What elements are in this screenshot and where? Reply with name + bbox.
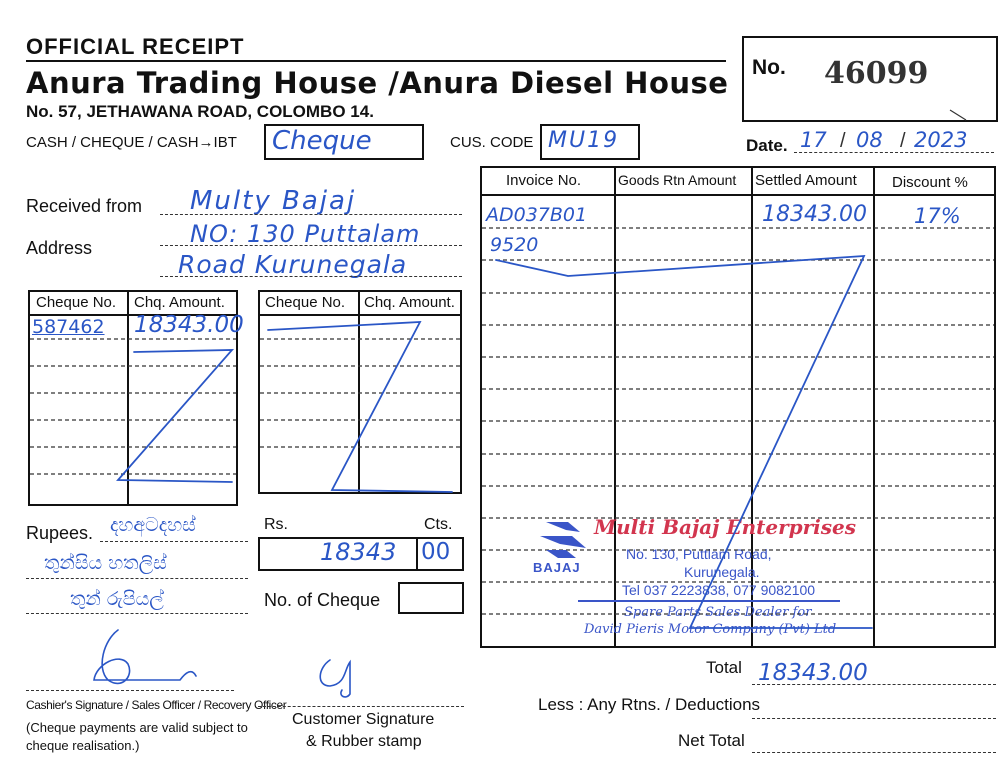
cheque-note-1: (Cheque payments are valid subject to <box>26 720 248 735</box>
cashier-signature <box>94 630 196 683</box>
stamp-line-5: David Pieris Motor Company (Pvt) Ltd <box>584 622 837 637</box>
margin-tick-mark <box>950 110 966 120</box>
total-label: Total <box>706 658 742 677</box>
cheque-no-header-left: Cheque No. <box>36 294 117 311</box>
address-label: Address <box>26 238 93 258</box>
z-strike-cheque-left <box>118 350 232 482</box>
rupees-words-line-1: දහඅටදහස් <box>110 514 196 536</box>
company-name: Anura Trading House /Anura Diesel House <box>26 66 729 100</box>
bajaj-brand-text: BAJAJ <box>533 560 581 575</box>
receipt-number: 46099 <box>824 56 929 91</box>
receipt-title: OFFICIAL RECEIPT <box>26 34 245 59</box>
rupees-words-line-2: තුන්සිය හතලිස් <box>44 552 167 574</box>
cancel-z-strokes <box>118 256 872 628</box>
stamp-phone: Tel 037 2223838, 077 9082100 <box>622 582 816 598</box>
customer-signature-label-2: & Rubber stamp <box>306 733 422 750</box>
rs-label: Rs. <box>264 516 288 533</box>
cus-code-label: CUS. CODE <box>450 134 534 151</box>
discount-value: 17% <box>914 204 961 228</box>
invoice-no-value: AD037B01 <box>486 204 588 226</box>
invoice-no-header: Invoice No. <box>506 172 582 189</box>
total-value: 18343.00 <box>758 660 868 686</box>
date-sep-1: / <box>840 130 846 152</box>
rupees-label: Rupees. <box>26 523 94 543</box>
stamp-line-2: Kurunegala. <box>684 564 760 580</box>
cashier-label: Cashier's Signature / Sales Officer / Recovery Officer <box>26 698 287 712</box>
cheque-amount-header-right: Chq. Amount. <box>364 294 455 311</box>
payment-mode-value: Cheque <box>272 126 372 156</box>
cheque-amount-value: 18343.00 <box>134 312 244 338</box>
less-label: Less : Any Rtns. / Deductions <box>538 695 761 714</box>
date-year: 2023 <box>914 128 968 152</box>
date-label: Date. <box>746 136 788 155</box>
discount-header: Discount % <box>892 174 968 191</box>
receipt-number-label: No. <box>752 56 786 79</box>
address-line-1: NO: 130 Puttalam <box>190 220 421 248</box>
stamp-line-1: No. 130, Puttlam Road, <box>626 546 772 562</box>
payment-mode-label: CASH / CHEQUE / CASH→IBT <box>26 134 237 151</box>
cheque-no-value: 587462 <box>32 316 105 338</box>
settled-amount-value: 18343.00 <box>762 202 867 227</box>
invoice-no-value-2: 9520 <box>490 234 539 256</box>
received-from-label: Received from <box>26 196 143 216</box>
cheque-no-header-right: Cheque No. <box>265 294 346 311</box>
customer-signature-label-1: Customer Signature <box>292 711 435 728</box>
date-day: 17 <box>800 128 827 152</box>
rupees-words-line-3: තුන් රුපියල් <box>70 588 164 610</box>
address-line-2: Road Kurunegala <box>178 250 408 279</box>
signatures <box>94 630 350 697</box>
z-strike-invoice <box>496 256 872 628</box>
stamp-name: Multi Bajaj Enterprises <box>594 515 856 539</box>
company-address: No. 57, JETHAWANA ROAD, COLOMBO 14. <box>26 102 374 121</box>
z-strike-cheque-right <box>268 322 452 492</box>
rs-value: 18343 <box>320 538 397 566</box>
no-of-cheque-label: No. of Cheque <box>264 590 381 610</box>
bajaj-logo-icon <box>540 522 586 558</box>
settled-amount-header: Settled Amount <box>755 172 857 189</box>
stamp-line-4: Spare Parts Sales Dealer for <box>624 605 812 620</box>
goods-rtn-header: Goods Rtn Amount <box>618 172 737 188</box>
cts-label: Cts. <box>424 516 453 533</box>
date-sep-2: / <box>900 130 906 152</box>
customer-signature <box>320 660 350 697</box>
date-month: 08 <box>856 128 883 152</box>
received-from-value: Multy Bajaj <box>190 186 357 216</box>
net-total-label: Net Total <box>678 731 745 750</box>
cheque-note-2: cheque realisation.) <box>26 738 140 753</box>
cheque-amount-header-left: Chq. Amount. <box>134 294 225 311</box>
cts-value: 00 <box>421 539 451 565</box>
cus-code-value: MU19 <box>548 128 620 153</box>
